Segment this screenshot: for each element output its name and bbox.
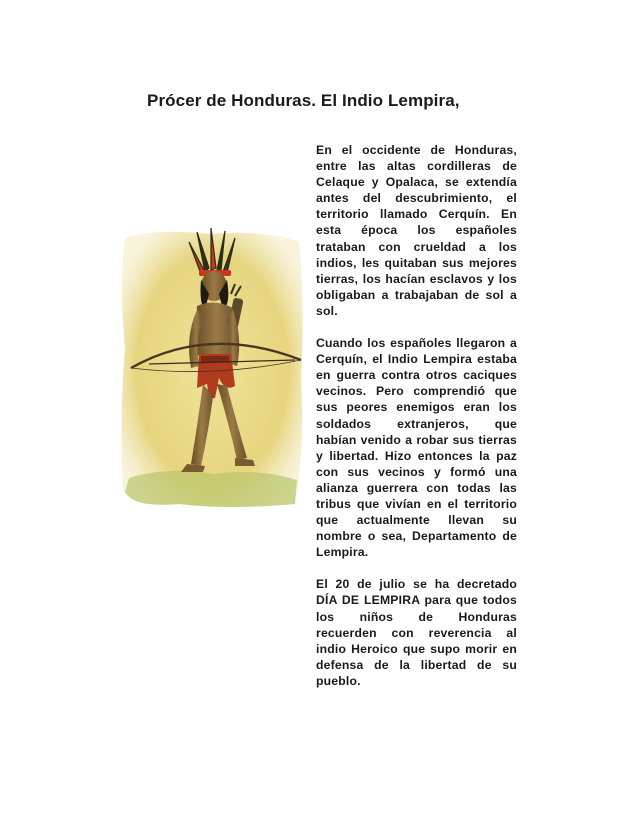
lempira-illustration <box>119 228 305 510</box>
paragraph-3: El 20 de julio se ha decretado DÍA DE LEMPIRA para que todos los niños de Honduras recuerden con reverencia al indio Heroico que supo morir en defensa de la libertad de su pueblo. <box>316 577 517 688</box>
article-body <box>316 142 517 705</box>
paragraph-2: Cuando los españoles llegaron a Cerquín, el Indio Lempira estaba en guerra contra otros caciques vecinos. Pero comprendió que sus peores enemigos eran los soldados extranjeros, que habían venido a robar sus tierras y libertad. Hizo entonces la paz con sus vecinos y formó una alianza guerrera con todas las tribus que vivían en el territorio que actualmente llevan su nombre o sea, Departamento de Lempira. <box>316 336 517 560</box>
paragraph-1: En el occidente de Honduras, entre las altas cordilleras de Celaque y Opalaca, se extendía antes del descubrimiento, el territorio llamado Cerquín. En esta época los españoles trataban con crueldad a los indios, les quitaban sus mejores tierras, los hacían esclavos y los obligaban a trabajaban de sol a sol. <box>316 143 517 318</box>
document-title: Prócer de Honduras. El Indio Lempira, <box>147 91 460 110</box>
